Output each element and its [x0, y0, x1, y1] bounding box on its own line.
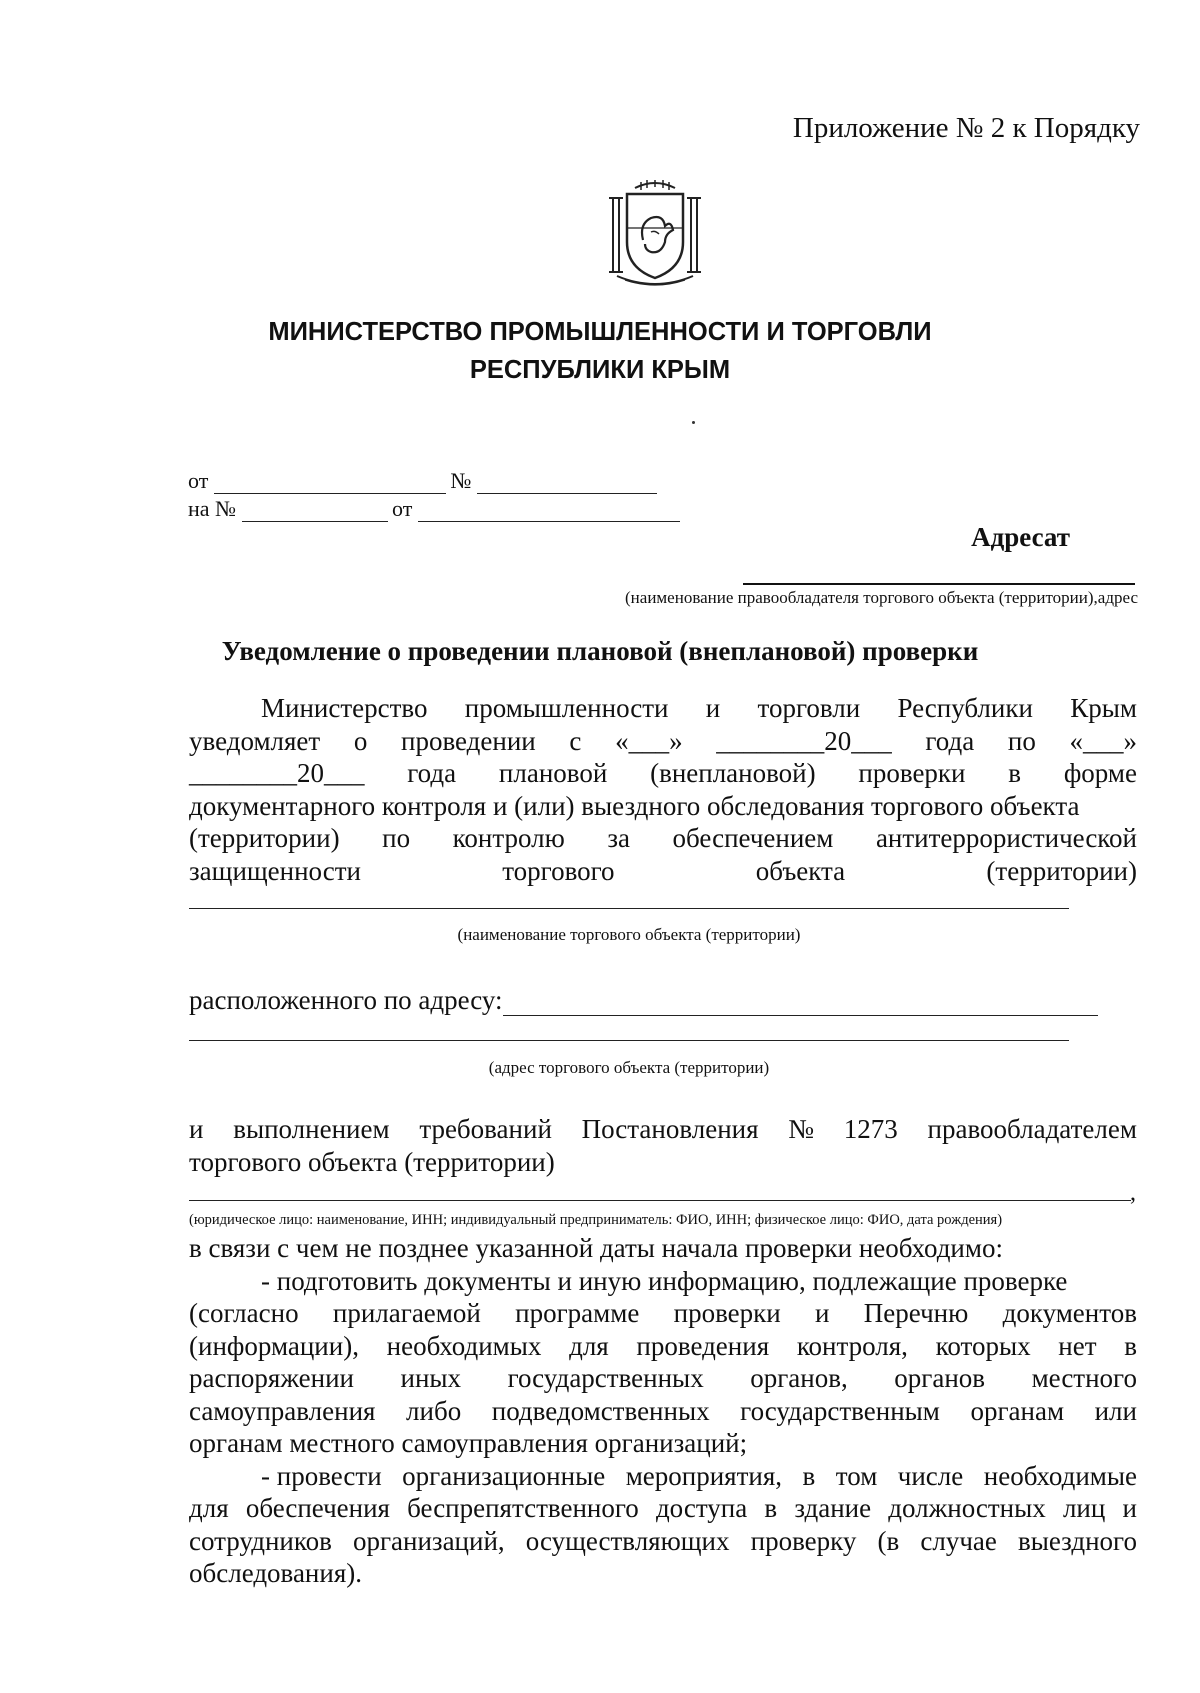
item2-line-2 [189, 1492, 1137, 1525]
word: государственным [740, 1395, 940, 1426]
item1-line-2 [189, 1297, 1137, 1330]
registration-line-2 [188, 496, 684, 522]
word: для [569, 1330, 609, 1361]
word: в [764, 1493, 778, 1523]
word: распоряжении [189, 1363, 354, 1393]
word: программе [515, 1298, 640, 1328]
word: форме [1063, 758, 1137, 788]
word: в [802, 1460, 816, 1491]
word: в [1008, 758, 1022, 788]
reply-from-label: от [392, 496, 413, 521]
word: требований [419, 1114, 552, 1144]
from-label: от [188, 468, 209, 493]
ministry-heading [0, 313, 1200, 389]
word: проверки [858, 758, 966, 788]
word: (информации), [189, 1330, 359, 1361]
word: «___» [1069, 725, 1137, 756]
word: «___» [615, 725, 683, 756]
word: том [835, 1460, 878, 1491]
word: (территории) [986, 855, 1137, 886]
word: организаций, [352, 1525, 505, 1556]
word: № [788, 1114, 815, 1144]
word: иных [400, 1363, 462, 1393]
word: обеспечением [672, 823, 834, 853]
word: и [189, 1114, 204, 1144]
number-field[interactable] [477, 469, 657, 494]
item1-line-5 [189, 1395, 1137, 1428]
word: 1273 [843, 1114, 898, 1144]
address-line-2[interactable] [189, 1040, 1069, 1041]
appendix-label: Приложение № 2 к Порядку [792, 112, 1140, 144]
word: или [1094, 1395, 1137, 1426]
word: проведении [401, 725, 536, 756]
paragraph-notice [189, 692, 1137, 887]
word: прилагаемой [332, 1298, 481, 1328]
word: с [569, 725, 582, 756]
word: проверку [750, 1525, 857, 1556]
word: органов [894, 1363, 986, 1393]
word: органам [970, 1395, 1065, 1426]
ministry-line-2: РЕСПУБЛИКИ КРЫМ [469, 356, 731, 384]
para1-line-6 [189, 855, 1137, 888]
word: ________20___ [189, 758, 365, 788]
word: по [1007, 725, 1036, 756]
item1-line-1: - подготовить документы и иную информацию, подлежащие проверке [261, 1265, 1068, 1296]
word: за [607, 823, 630, 853]
para1-line-4: документарного контроля и (или) выездного обследования торгового объекта [189, 790, 1080, 821]
word: самоуправления [189, 1395, 376, 1426]
para2-line-2: торгового объекта (территории) [189, 1146, 555, 1177]
word: промышленности [464, 693, 669, 723]
word: доступа [655, 1493, 748, 1523]
item1-line-4 [189, 1362, 1137, 1395]
word: сотрудников [189, 1525, 332, 1556]
word: и [815, 1298, 830, 1328]
para1-line-5 [189, 822, 1137, 855]
word: Постановления [581, 1114, 759, 1144]
word: государственных [507, 1363, 704, 1393]
word: которых [935, 1330, 1031, 1361]
address-row [189, 985, 1098, 1016]
word: (внеплановой) [650, 758, 816, 788]
word: нет [1058, 1330, 1097, 1361]
word: ________20___ [716, 725, 892, 756]
paragraph-requirements [189, 1113, 1137, 1178]
word: (в [877, 1525, 900, 1556]
word: уведомляет [189, 725, 321, 756]
word: Перечню [863, 1298, 969, 1328]
word: правообладателем [927, 1114, 1137, 1144]
word: (согласно [189, 1298, 299, 1328]
word: выполнением [233, 1114, 390, 1144]
word: организационные [402, 1460, 606, 1491]
reply-date-field[interactable] [418, 497, 680, 522]
word: мероприятия, [625, 1460, 783, 1491]
word: по [382, 823, 411, 853]
holder-field[interactable] [189, 1200, 1131, 1201]
word: случае [920, 1525, 997, 1556]
word: в [1124, 1330, 1137, 1361]
para1-line-3 [189, 757, 1137, 790]
registration-line-1 [188, 468, 661, 494]
word: года [407, 758, 457, 788]
word: беспрепятственного [407, 1493, 639, 1523]
word: объекта [755, 855, 846, 886]
address-caption: (адрес торгового объекта (территории) [488, 1058, 770, 1077]
word: местного [1031, 1363, 1137, 1393]
document-title: Уведомление о проведении плановой (внеплановой) проверки [221, 636, 979, 666]
word: должностных [888, 1493, 1046, 1523]
word: органов, [750, 1363, 848, 1393]
word: подведомственных [491, 1395, 710, 1426]
crimea-coat-of-arms-icon [605, 180, 705, 292]
para3-line: в связи с чем не позднее указанной даты начала проверки необходимо: [189, 1233, 1003, 1263]
addressee-title: Адресат [971, 522, 1070, 552]
word: проверки [673, 1298, 781, 1328]
item2-line-3 [189, 1525, 1137, 1558]
reply-to-label: на № [188, 496, 237, 521]
word: и [705, 693, 721, 723]
item1-line-3 [189, 1330, 1137, 1363]
word: либо [406, 1395, 462, 1426]
word: здание [794, 1493, 872, 1523]
word: и [1122, 1493, 1137, 1523]
word: выездного [1017, 1525, 1137, 1556]
item1-line-6: органам местного самоуправления организаций; [189, 1428, 748, 1458]
word: Крым [1070, 693, 1137, 723]
addressee-field[interactable] [743, 583, 1135, 585]
date-field[interactable] [214, 469, 446, 494]
word: контроля, [796, 1330, 908, 1361]
word: необходимых [386, 1330, 542, 1361]
word: Республики [897, 693, 1033, 723]
item2-line-4: обследования). [189, 1558, 362, 1588]
word: лиц [1062, 1493, 1106, 1523]
para1-line-1 [189, 692, 1137, 725]
word: защищенности [189, 855, 361, 886]
object-name-field[interactable] [189, 908, 1069, 909]
word: для [189, 1493, 229, 1523]
address-label: расположенного по адресу: [189, 985, 503, 1015]
addressee-caption: (наименование правообладателя торгового объекта (территории),адрес [625, 588, 1138, 607]
object-caption: (наименование торгового объекта (территории) [457, 925, 801, 944]
word: Министерство [261, 693, 428, 723]
word: числе [897, 1460, 964, 1491]
holder-caption: (юридическое лицо: наименование, ИНН; индивидуальный предприниматель: ФИО, ИНН; физическое лицо: ФИО, дата рождения) [189, 1212, 1003, 1228]
speck [692, 421, 695, 424]
address-field[interactable] [503, 991, 1098, 1016]
word: обеспечения [245, 1493, 390, 1523]
word: документов [1002, 1298, 1137, 1328]
holder-comma: , [1130, 1180, 1136, 1206]
word: (территории) [189, 823, 340, 853]
ministry-line-1: МИНИСТЕРСТВО ПРОМЫШЛЕННОСТИ И ТОРГОВЛИ [268, 318, 932, 346]
word: торговли [757, 693, 861, 723]
word: торгового [502, 855, 615, 886]
word: контролю [452, 823, 565, 853]
para1-line-2 [189, 725, 1137, 758]
word: антитеррористической [875, 823, 1137, 853]
word: осуществляющих [525, 1525, 730, 1556]
word: - провести [261, 1460, 382, 1491]
item2-line-1 [189, 1460, 1137, 1493]
word: о [353, 725, 368, 756]
word: необходимые [983, 1460, 1137, 1491]
reply-number-field[interactable] [242, 497, 388, 522]
word: проведения [636, 1330, 770, 1361]
number-label: № [450, 468, 472, 493]
paragraph-obligations [189, 1232, 1137, 1590]
word: года [925, 725, 975, 756]
para2-line-1 [189, 1113, 1137, 1146]
word: плановой [498, 758, 608, 788]
